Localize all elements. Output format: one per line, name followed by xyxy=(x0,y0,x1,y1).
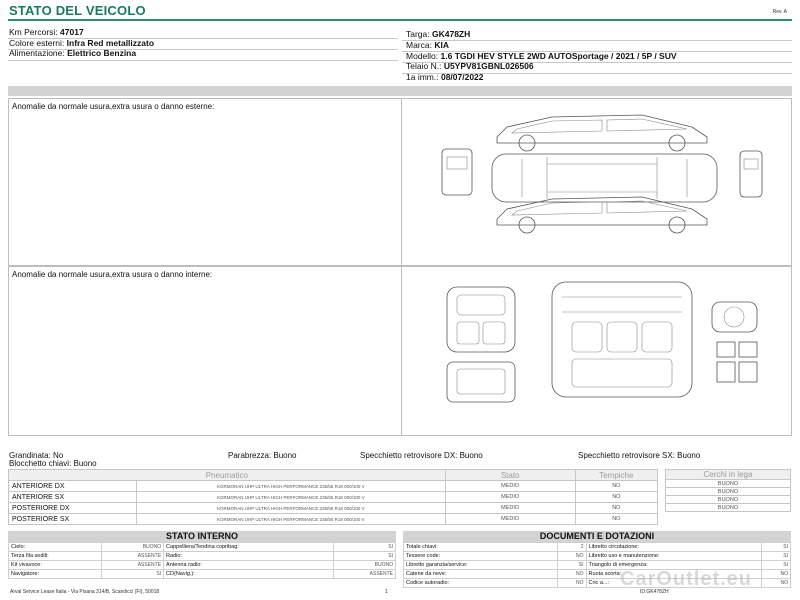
registration-value: 08/07/2022 xyxy=(440,72,484,82)
rims-value: BUONO xyxy=(666,488,791,496)
tyre-header-pneumatico: Pneumatico xyxy=(9,470,446,481)
footer-page-number: 1 xyxy=(385,589,388,595)
chassis-value: U5YPV81GBNL026506 xyxy=(443,61,534,71)
mirror-left-status: Specchietto retrovisore SX: Buono xyxy=(578,451,701,460)
rims-value: BUONO xyxy=(666,480,791,488)
tyre-model: KORMORAN UHP ULTRA HIGH PERFORMANCE 235/55 R18 000/100 V xyxy=(137,514,446,525)
tyre-table xyxy=(8,469,658,525)
tyre-tech: NO xyxy=(575,481,657,492)
windshield-status: Parabrezza: Buono xyxy=(228,451,297,460)
footer-reference: ID:GK478ZH xyxy=(640,589,669,595)
table-row: Libretto garanzia/service: SI Triangolo di emergenza: SI xyxy=(404,561,791,570)
interior-state-title: STATO INTERNO xyxy=(8,531,396,542)
internal-damage-panel xyxy=(8,266,792,436)
footer-company: Arval Service Lease Italia - Via Pisana 314/B, Scandicci (FI), 50018 xyxy=(10,589,160,595)
key-lock-status: Blocchetto chiavi: Buono xyxy=(9,459,97,468)
external-damage-label: Anomalie da normale usura,extra usura o danno esterne: xyxy=(12,102,215,111)
model-row: Modello: 1.6 TGDI HEV STYLE 2WD AUTOSportage / 2021 / 5P / SUV xyxy=(406,51,677,61)
watermark-logo: CarOutlet.eu xyxy=(620,568,753,590)
tyre-state: MEDIO xyxy=(445,481,575,492)
table-row: Tessere code: NO Libretto uso e manutenzione: SI xyxy=(404,552,791,561)
color-row: Colore esterni: Infra Red metallizzato xyxy=(9,38,155,48)
exterior-car-diagram xyxy=(401,99,792,265)
brand-value: KIA xyxy=(434,40,449,50)
title-divider xyxy=(8,19,792,21)
tyre-header-stato: Stato xyxy=(445,470,575,481)
table-row: Catene da neve: NO Ruota scorta: NO xyxy=(404,570,791,579)
tyre-tech: NO xyxy=(575,514,657,525)
rims-header: Cerchi in lega xyxy=(666,470,791,480)
table-row: Kit vivavoce: ASSENTE Antenna radio: BUONO xyxy=(9,561,396,570)
brand-row: Marca: KIA xyxy=(406,40,449,50)
tyre-header-tempiche: Tempiche xyxy=(575,470,657,481)
km-row: Km Percorsi: 47017 xyxy=(9,27,84,37)
revision-label: Rev. A xyxy=(772,9,787,15)
tyre-tech: NO xyxy=(575,492,657,503)
model-value: 1.6 TGDI HEV STYLE 2WD AUTOSportage / 2021 / 5P / SUV xyxy=(440,51,677,61)
table-row: Codice autoradio: NO Cric a...: NO xyxy=(404,579,791,588)
table-row: Navigatore: SI CD(Navig.): ASSENTE xyxy=(9,570,396,579)
tyre-position: POSTERIORE SX xyxy=(9,514,137,525)
tyre-state: MEDIO xyxy=(445,503,575,514)
chassis-row: Telaio N.: U5YPV81GBNL026506 xyxy=(406,61,534,71)
page-title: STATO DEL VEICOLO xyxy=(9,3,146,18)
tyre-state: MEDIO xyxy=(445,492,575,503)
fuel-value: Elettrico Benzina xyxy=(67,48,137,58)
plate-value: GK478ZH xyxy=(432,29,471,39)
plate-row: Targa: GK478ZH xyxy=(406,29,471,39)
color-value: Infra Red metallizzato xyxy=(66,38,155,48)
tyre-tech: NO xyxy=(575,503,657,514)
tyre-model: KORMORAN UHP ULTRA HIGH PERFORMANCE 235/55 R18 000/100 V xyxy=(137,503,446,514)
interior-state-section xyxy=(8,531,396,579)
table-row xyxy=(9,492,658,503)
tyre-position: POSTERIORE DX xyxy=(9,503,137,514)
tyre-model: KORMORAN UHP ULTRA HIGH PERFORMANCE 235/55 R18 000/100 V xyxy=(137,481,446,492)
rims-value: BUONO xyxy=(666,496,791,504)
rims-value: BUONO xyxy=(666,504,791,512)
interior-car-diagram xyxy=(401,267,792,435)
tyre-state: MEDIO xyxy=(445,514,575,525)
car-exterior-sketch xyxy=(402,99,793,265)
table-row xyxy=(9,514,658,525)
car-interior-sketch xyxy=(402,267,793,435)
hail-status: Grandinata: No xyxy=(9,451,64,460)
rims-table xyxy=(665,469,791,512)
interior-state-table xyxy=(8,542,396,579)
fuel-row: Alimentazione: Elettrico Benzina xyxy=(9,48,137,58)
km-value: 47017 xyxy=(60,27,84,37)
registration-row: 1a imm.: 08/07/2022 xyxy=(406,72,484,82)
external-damage-panel xyxy=(8,98,792,266)
mirror-right-status: Specchietto retrovisore DX: Buono xyxy=(360,451,483,460)
internal-damage-label: Anomalie da normale usura,extra usura o danno interne: xyxy=(12,270,213,279)
documents-title: DOCUMENTI E DOTAZIONI xyxy=(403,531,791,542)
table-row: Cielo: BUONO Cappelliera/Tendina copribag: SI xyxy=(9,543,396,552)
table-row: Terza fila sedili: ASSENTE Radio: SI xyxy=(9,552,396,561)
table-row: Totale chiavi: 2 Libretto circolazione: SI xyxy=(404,543,791,552)
tyre-model: KORMORAN UHP ULTRA HIGH PERFORMANCE 235/55 R18 000/100 V xyxy=(137,492,446,503)
tyre-position: ANTERIORE DX xyxy=(9,481,137,492)
table-row xyxy=(9,503,658,514)
section-bar xyxy=(8,86,792,96)
table-row xyxy=(9,481,658,492)
tyre-position: ANTERIORE SX xyxy=(9,492,137,503)
